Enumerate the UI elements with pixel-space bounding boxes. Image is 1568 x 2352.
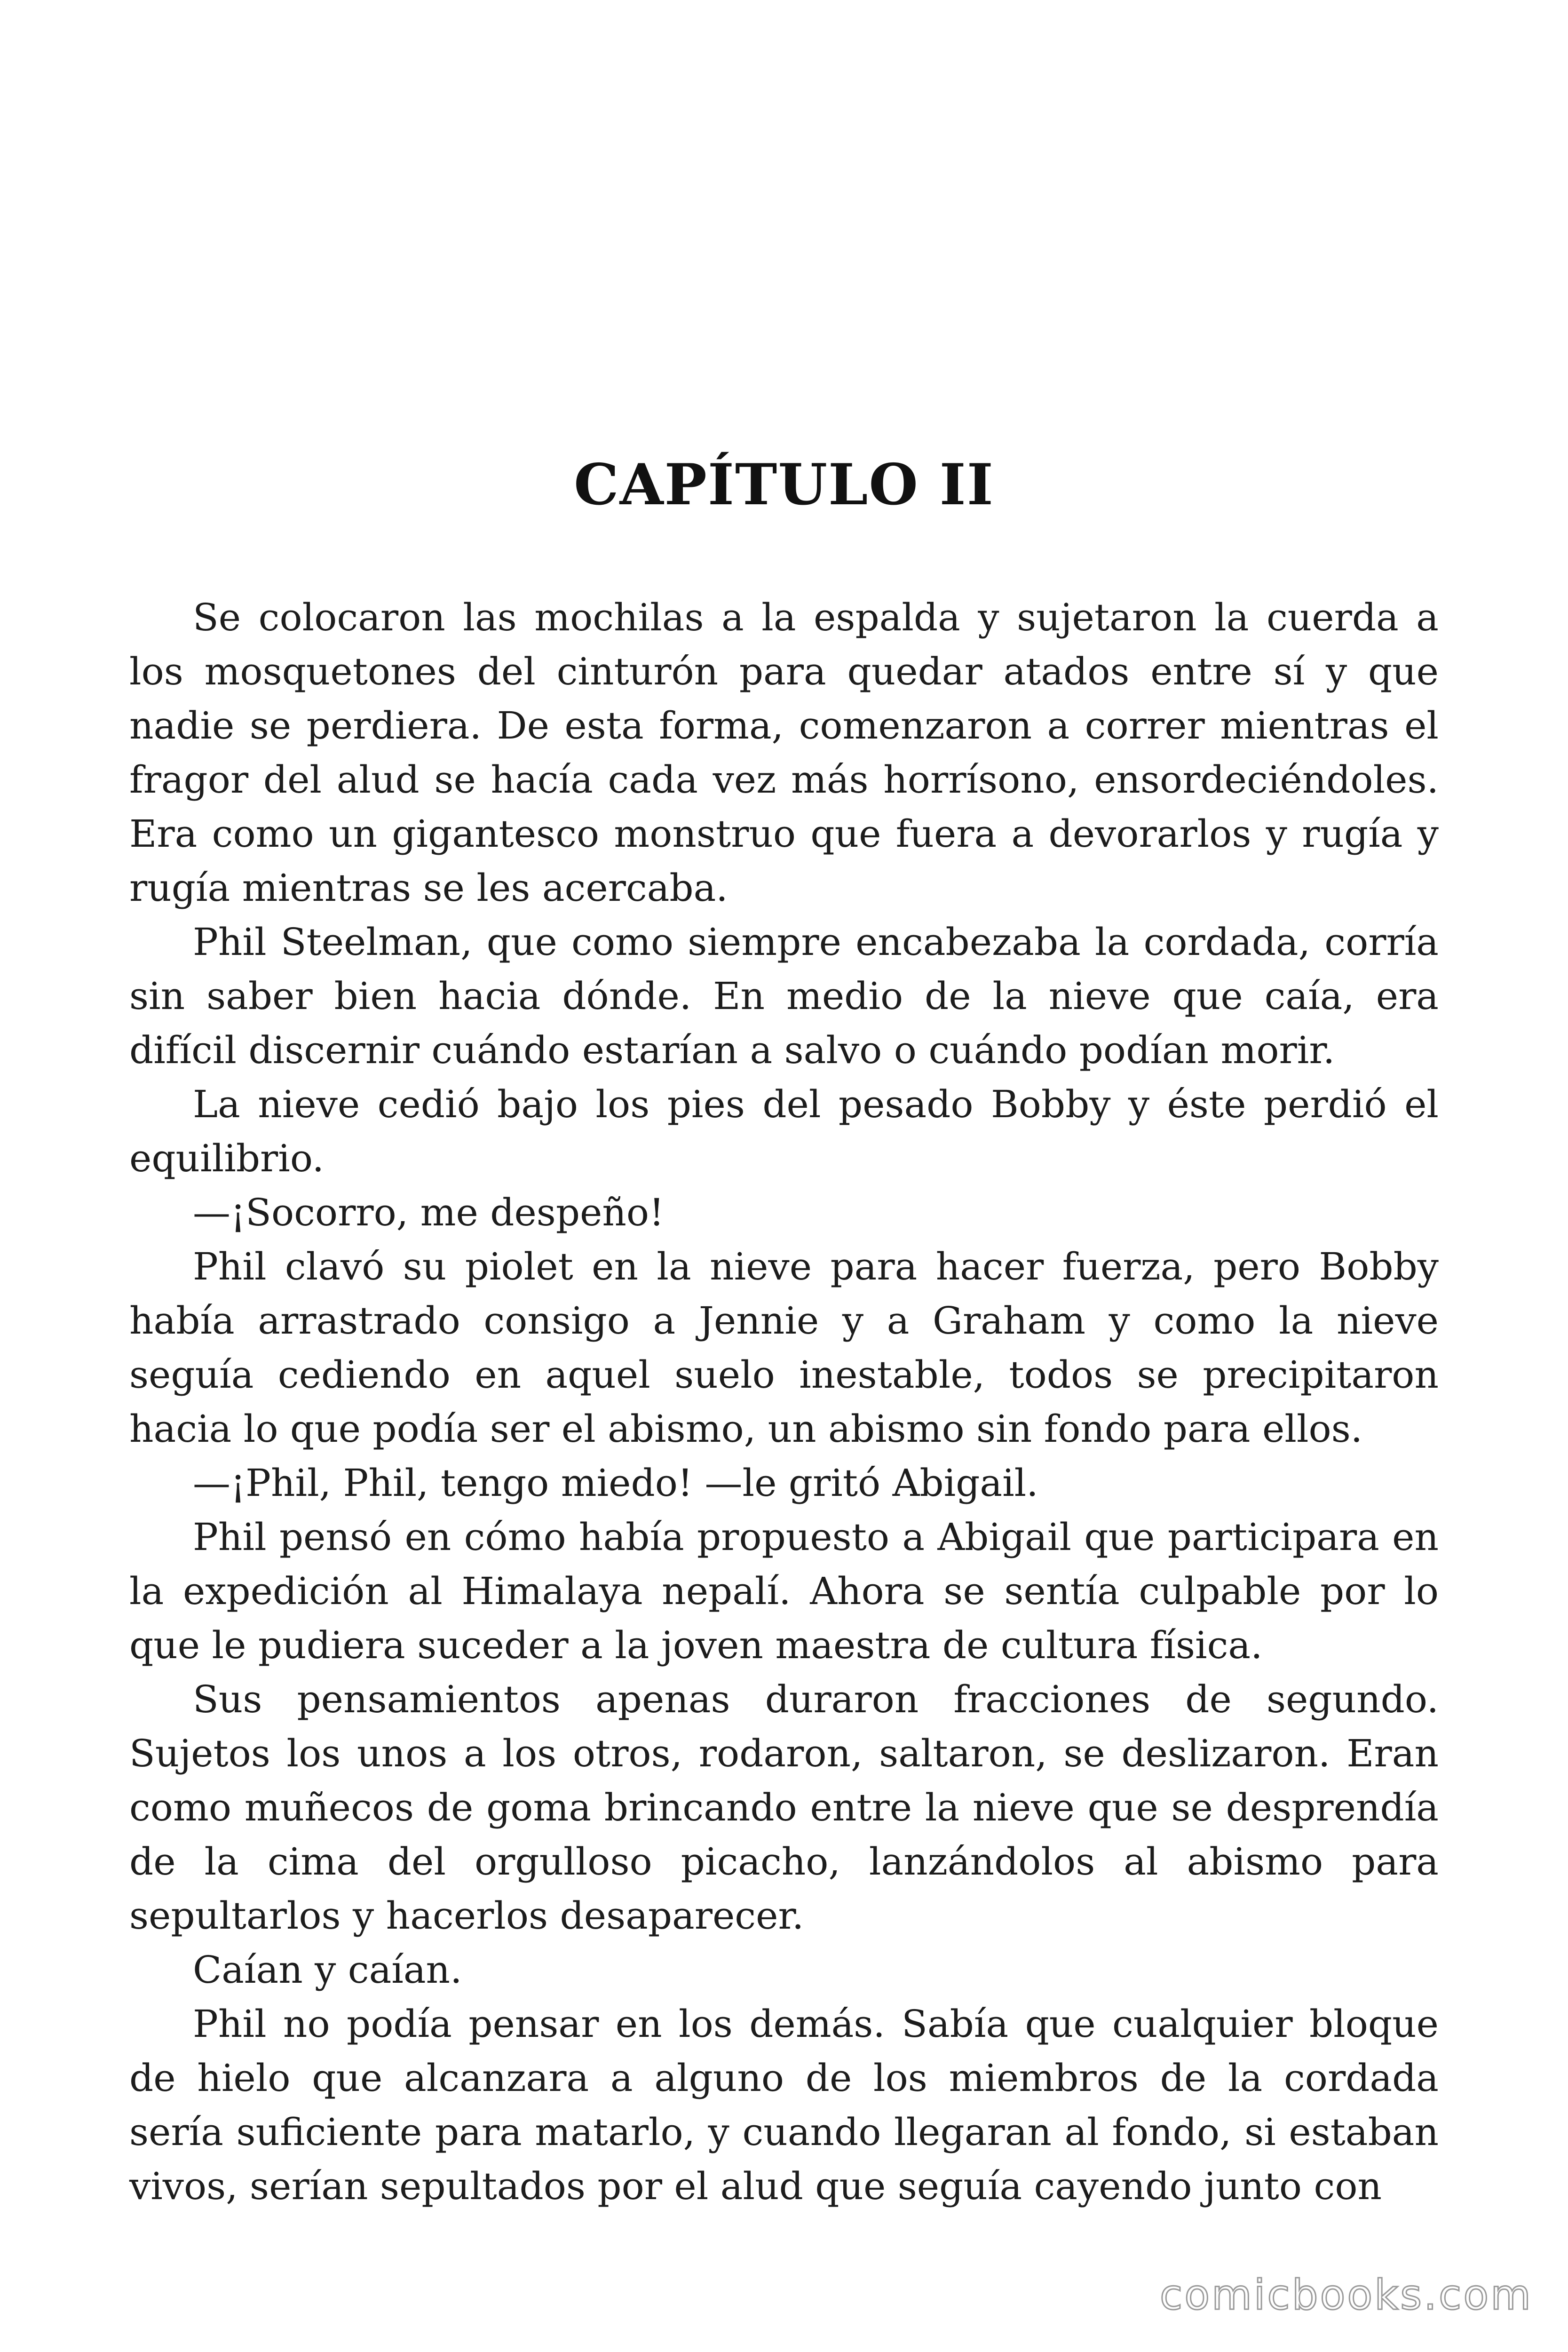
paragraph: Phil Steelman, que como siempre encabezaba la cordada, corría sin saber bien hacia dónde. En medio de la nieve que caía, era difícil discernir cuándo estarían a salvo o cuándo podían morir. [129,920,1439,1072]
paragraph: La nieve cedió bajo los pies del pesado Bobby y éste perdió el equilibrio. [129,1082,1439,1180]
chapter-body [129,590,1439,2213]
paragraph: Phil pensó en cómo había propuesto a Abigail que participara en la expedición al Himalaya nepalí. Ahora se sentía culpable por lo que le pudiera suceder a la joven maestra de cultura física. [129,1515,1439,1667]
chapter-title: CAPÍTULO II [574,452,994,518]
paragraph: Caían y caían. [193,1948,462,1992]
paragraph: Sus pensamientos apenas duraron fracciones de segundo. Sujetos los unos a los otros, rodaron, saltaron, se deslizaron. Eran como muñecos de goma brincando entre la nieve que se desprendía de la cima del orgulloso picacho, lanzándolos al abismo para sepultarlos y hacerlos desaparecer. [129,1677,1439,1938]
watermark-logo: comicbooks.com [1159,2271,1533,2319]
paragraph: Phil no podía pensar en los demás. Sabía que cualquier bloque de hielo que alcanzara a alguno de los miembros de la cordada sería suficiente para matarlo, y cuando llegaran al fondo, si estaban vivos, serían sepultados por el alud que seguía cayendo junto con [129,2002,1439,2208]
paragraph: Phil clavó su piolet en la nieve para hacer fuerza, pero Bobby había arrastrado consigo a Jennie y a Graham y como la nieve seguía cediendo en aquel suelo inestable, todos se precipitaron hacia lo que podía ser el abismo, un abismo sin fondo para ellos. [129,1245,1439,1451]
paragraph: —¡Phil, Phil, tengo miedo! —le gritó Abigail. [193,1461,1038,1505]
paragraph: Se colocaron las mochilas a la espalda y sujetaron la cuerda a los mosquetones del cinturón para quedar atados entre sí y que nadie se perdiera. De esta forma, comenzaron a correr mientras el fragor del alud se hacía cada vez más horrísono, ensordeciéndoles. Era como un gigantesco monstruo que fuera a devorarlos y rugía y rugía mientras se les acercaba. [129,596,1439,910]
paragraph: —¡Socorro, me despeño! [193,1191,665,1234]
